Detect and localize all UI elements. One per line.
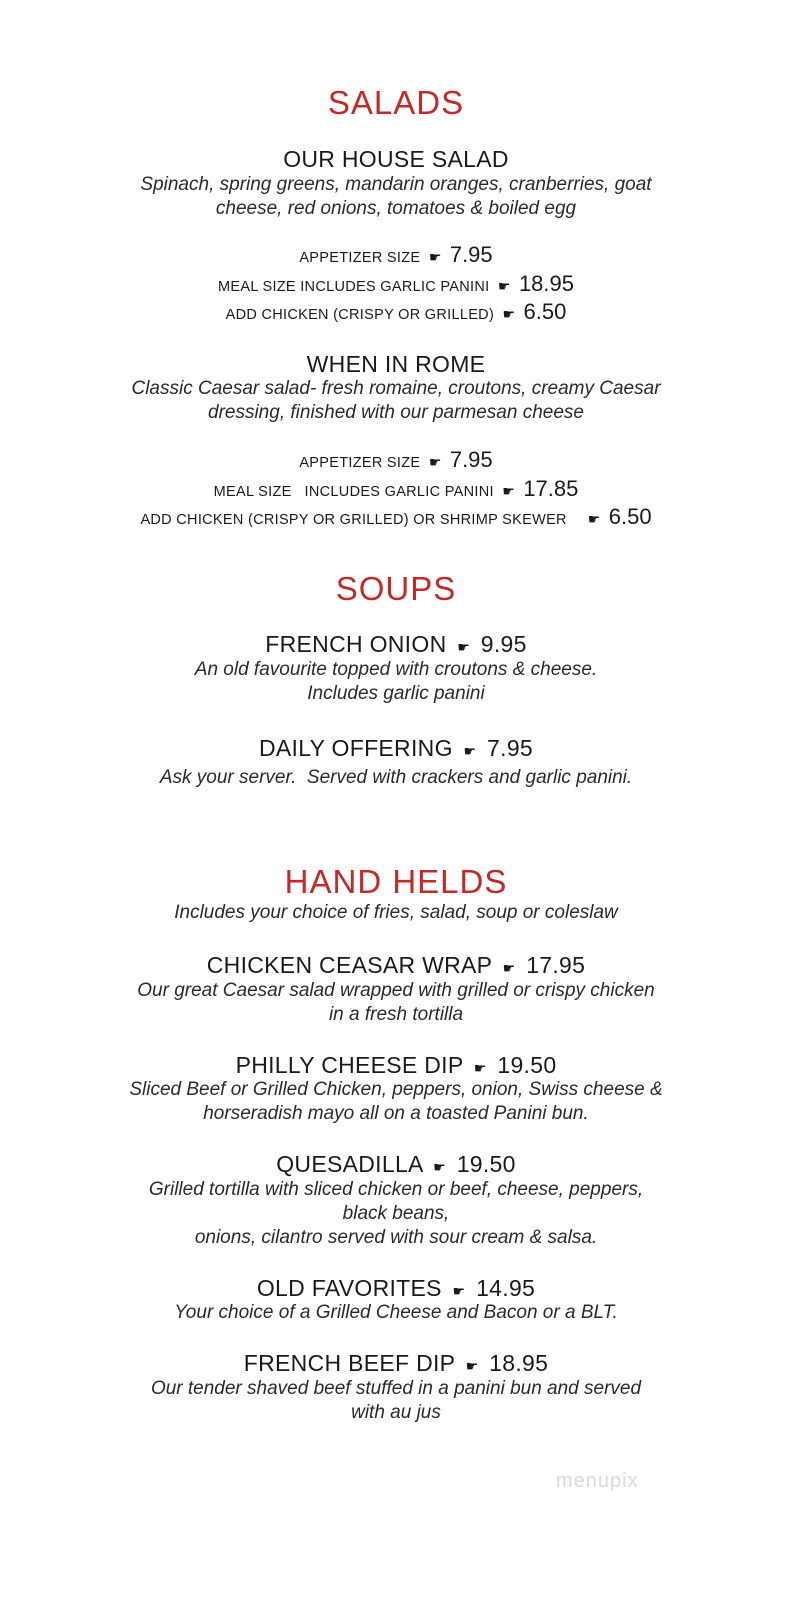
item-desc-line: Spinach, spring greens, mandarin oranges, cranberries, goat bbox=[140, 174, 652, 195]
pointing-hand-icon: ☛ bbox=[587, 511, 601, 527]
item-name: QUESADILLA bbox=[276, 1151, 423, 1177]
item-desc-line: Sliced Beef or Grilled Chicken, peppers, onion, Swiss cheese & bbox=[129, 1079, 663, 1100]
option-label: MEAL SIZE INCLUDES GARLIC PANINI bbox=[213, 484, 494, 500]
item-price: 18.95 bbox=[489, 1350, 549, 1376]
option-label: APPETIZER SIZE bbox=[299, 455, 421, 471]
item-name: FRENCH ONION bbox=[265, 631, 447, 657]
price-option bbox=[0, 447, 792, 473]
option-price: 6.50 bbox=[523, 299, 567, 324]
item-desc-line: An old favourite topped with croutons & cheese. bbox=[194, 659, 598, 680]
item-desc-line: Includes garlic panini bbox=[307, 683, 485, 704]
item-price: 7.95 bbox=[487, 735, 533, 761]
menu-item-quesadilla bbox=[0, 1151, 792, 1178]
item-desc-line: horseradish mayo all on a toasted Panini bun. bbox=[203, 1103, 589, 1124]
menu-item-chicken-caesar-wrap bbox=[0, 952, 792, 979]
item-desc-line: Ask your server. Served with crackers and garlic panini. bbox=[159, 767, 633, 788]
item-desc-line: Your choice of a Grilled Cheese and Bacon or a BLT. bbox=[174, 1302, 618, 1323]
option-label: ADD CHICKEN (CRISPY OR GRILLED) OR SHRIMP SKEWER bbox=[140, 512, 567, 528]
pointing-hand-icon: ☛ bbox=[465, 1358, 479, 1374]
item-desc-line: Grilled tortilla with sliced chicken or beef, cheese, peppers, bbox=[148, 1179, 644, 1200]
item-desc-line: Our great Caesar salad wrapped with grilled or crispy chicken bbox=[137, 980, 655, 1001]
option-price: 7.95 bbox=[449, 447, 493, 472]
pointing-hand-icon: ☛ bbox=[428, 249, 442, 265]
pointing-hand-icon: ☛ bbox=[433, 1159, 446, 1175]
price-option bbox=[0, 242, 792, 268]
item-name-house-salad: OUR HOUSE SALAD bbox=[283, 146, 509, 172]
pointing-hand-icon: ☛ bbox=[502, 960, 516, 976]
option-label: MEAL SIZE INCLUDES GARLIC PANINI bbox=[218, 279, 490, 295]
price-option bbox=[0, 271, 792, 297]
option-label: ADD CHICKEN (CRISPY OR GRILLED) bbox=[225, 307, 495, 323]
item-desc-line: dressing, finished with our parmesan cheese bbox=[208, 402, 584, 423]
pointing-hand-icon: ☛ bbox=[502, 483, 515, 499]
item-price: 19.50 bbox=[497, 1052, 557, 1078]
price-option bbox=[0, 476, 792, 502]
item-desc-line: Our tender shaved beef stuffed in a panini bun and served bbox=[150, 1378, 642, 1399]
option-price: 17.85 bbox=[523, 476, 579, 501]
price-option bbox=[0, 504, 792, 530]
item-desc-line: with au jus bbox=[351, 1402, 441, 1423]
pointing-hand-icon: ☛ bbox=[428, 454, 442, 470]
pointing-hand-icon: ☛ bbox=[502, 306, 516, 322]
item-desc-line: black beans, bbox=[342, 1203, 450, 1224]
item-desc-line: Classic Caesar salad- fresh romaine, croutons, creamy Caesar bbox=[131, 378, 661, 399]
item-desc-line: cheese, red onions, tomatoes & boiled egg bbox=[215, 198, 577, 219]
section-title-salads: SALADS bbox=[327, 84, 465, 121]
item-name: OLD FAVORITES bbox=[256, 1275, 442, 1301]
pointing-hand-icon: ☛ bbox=[457, 639, 471, 655]
item-name: DAILY OFFERING bbox=[258, 735, 453, 761]
item-name: CHICKEN CEASAR WRAP bbox=[206, 952, 492, 978]
item-price: 17.95 bbox=[526, 952, 586, 978]
pointing-hand-icon: ☛ bbox=[452, 1283, 466, 1299]
item-price: 14.95 bbox=[476, 1275, 536, 1301]
option-price: 18.95 bbox=[518, 271, 574, 296]
menu-item-daily-offering bbox=[0, 735, 792, 762]
item-name-when-in-rome: WHEN IN ROME bbox=[306, 351, 486, 377]
section-title-soups: SOUPS bbox=[335, 570, 457, 607]
menu-item-french-beef-dip bbox=[0, 1350, 792, 1377]
price-option bbox=[0, 299, 792, 325]
item-price: 9.95 bbox=[480, 631, 527, 657]
section-title-hand-helds: HAND HELDS bbox=[284, 863, 508, 900]
menu-item-old-favorites bbox=[0, 1275, 792, 1302]
item-price: 19.50 bbox=[456, 1151, 516, 1177]
item-name: PHILLY CHEESE DIP bbox=[235, 1052, 464, 1078]
watermark-logo: menupix bbox=[556, 1470, 639, 1492]
pointing-hand-icon: ☛ bbox=[473, 1060, 487, 1076]
pointing-hand-icon: ☛ bbox=[463, 743, 477, 759]
item-desc-line: onions, cilantro served with sour cream & salsa. bbox=[194, 1227, 598, 1248]
item-desc-line: in a fresh tortilla bbox=[328, 1004, 464, 1025]
pointing-hand-icon: ☛ bbox=[497, 278, 511, 294]
option-price: 7.95 bbox=[449, 242, 493, 267]
section-subtitle: Includes your choice of fries, salad, soup or coleslaw bbox=[174, 902, 618, 923]
menu-item-french-onion bbox=[0, 631, 792, 658]
menu-item-philly-cheese-dip bbox=[0, 1052, 792, 1079]
option-label: APPETIZER SIZE bbox=[299, 250, 421, 266]
option-price: 6.50 bbox=[608, 504, 652, 529]
item-name: FRENCH BEEF DIP bbox=[243, 1350, 455, 1376]
